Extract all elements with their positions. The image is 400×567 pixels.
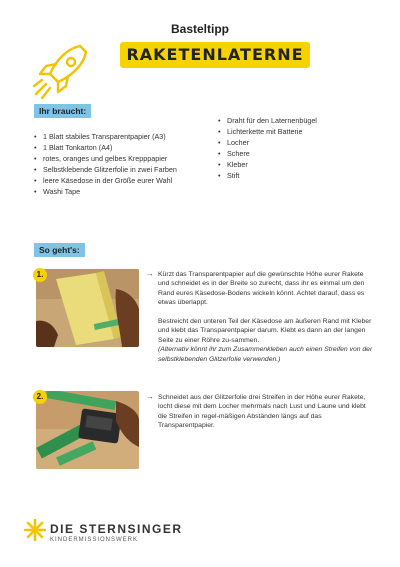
list-item: • Lichterkette mit Batterie <box>218 126 378 137</box>
list-item: • Draht für den Laternenbügel <box>218 115 378 126</box>
list-item: • Kleber <box>218 159 378 170</box>
page-kicker: Basteltipp <box>170 22 229 36</box>
materials-label: Ihr braucht: <box>34 104 91 118</box>
step-1-number: 1. <box>33 268 47 282</box>
materials-list-left <box>34 131 214 197</box>
step-1-text <box>158 270 373 373</box>
page-title: RAKETENLATERNE <box>120 42 310 68</box>
list-item: • Selbstklebende Glitzerfolie in zwei Farben <box>34 164 214 175</box>
list-item: • leere Käsedose in der Größe eurer Wahl <box>34 175 214 186</box>
arrow-right-icon: → <box>146 392 154 401</box>
rocket-icon <box>28 40 90 106</box>
arrow-right-icon: → <box>146 269 154 278</box>
instructions-label: So geht's: <box>34 243 85 257</box>
step-1-photo <box>36 269 139 347</box>
step-2-number: 2. <box>33 390 47 404</box>
step-1-paragraph-1: Kürzt das Transparentpapier auf die gewünschte Höhe eurer Rakete und schneidet es in der Breite so zurecht, dass ihr es einmal um den Rand eures Käsedose-Bodens wickeln könnt. Achtet darauf, dass es etwas überlappt. <box>158 271 365 307</box>
step-2-text <box>158 393 373 440</box>
logo-name: DIE STERNSINGER <box>50 522 183 536</box>
star-logo-icon <box>24 519 46 541</box>
list-item: • Schere <box>218 148 378 159</box>
list-item: • Locher <box>218 137 378 148</box>
step-2-photo <box>36 391 139 469</box>
step-1-note: (Alternativ könnt ihr zum Zusammenkleben auch einen Streifen von der selbstklebenden Glitzerfolie verwenden.) <box>158 346 373 363</box>
list-item: • rotes, oranges und gelbes Krepppapier <box>34 153 214 164</box>
list-item: • 1 Blatt stabiles Transparentpapier (A3) <box>34 131 214 142</box>
list-item: • Washi Tape <box>34 186 214 197</box>
logo-subtitle: KINDERMISSIONSWERK <box>50 537 139 543</box>
materials-list-right <box>218 115 378 181</box>
list-item: • 1 Blatt Tonkarton (A4) <box>34 142 214 153</box>
step-1-paragraph-2: Bestreicht den unteren Teil der Käsedose am äußeren Rand mit Kleber und klebt das Transparentpapier darum. Klebt es dann an der langen Seite zu einer Röhre zu-sammen. <box>158 318 372 344</box>
list-item: • Stift <box>218 170 378 181</box>
step-2-paragraph-1: Schneidet aus der Glitzerfolie drei Streifen in der Höhe eurer Rakete, locht diese mit dem Locher mehrmals nach Lust und Laune und klebt die Streifen in regel-mäßigen Abständen längs auf das Transparentpapier. <box>158 394 366 430</box>
